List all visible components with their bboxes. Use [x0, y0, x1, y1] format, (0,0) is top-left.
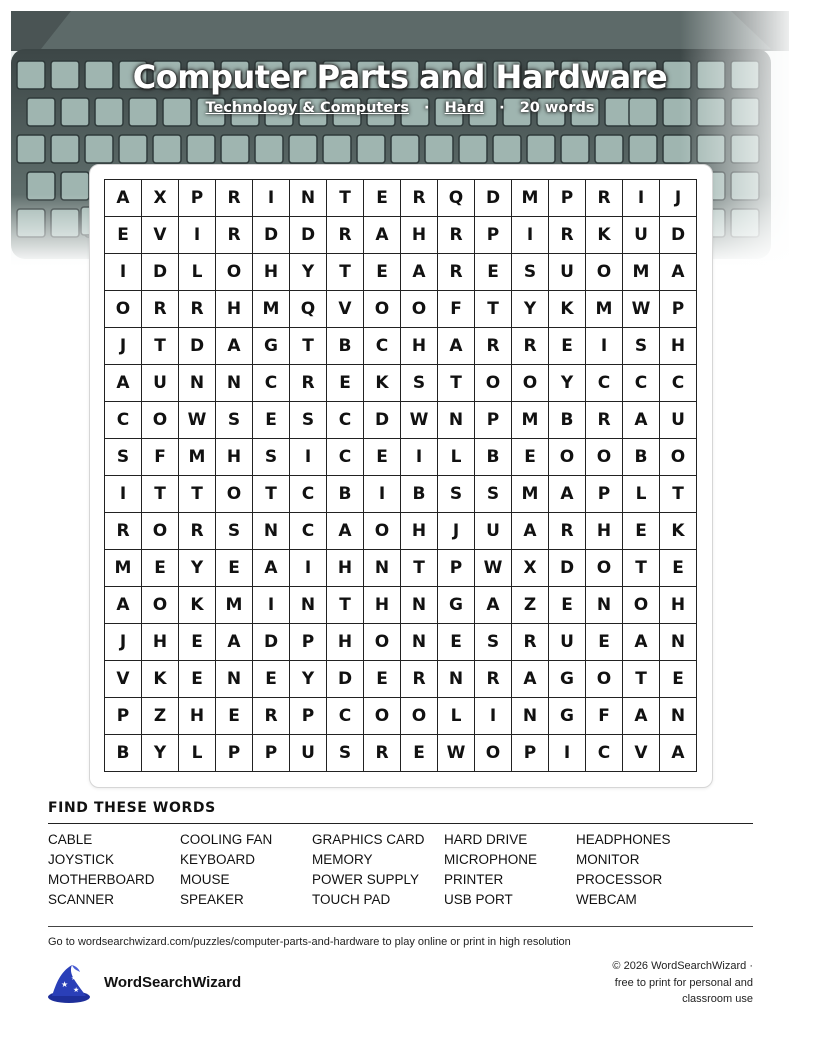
grid-cell[interactable]: O: [216, 476, 253, 513]
grid-cell[interactable]: R: [475, 661, 512, 698]
grid-cell[interactable]: N: [660, 624, 697, 661]
word-list: [48, 832, 753, 908]
grid-cell[interactable]: R: [401, 661, 438, 698]
grid-cell[interactable]: U: [549, 624, 586, 661]
divider: [48, 926, 753, 927]
grid-cell[interactable]: P: [179, 180, 216, 217]
category-link[interactable]: Technology & Computers: [205, 100, 409, 116]
grid-cell[interactable]: B: [401, 476, 438, 513]
grid-cell[interactable]: I: [105, 476, 142, 513]
grid-cell[interactable]: Q: [290, 291, 327, 328]
grid-cell[interactable]: J: [105, 328, 142, 365]
grid-cell[interactable]: H: [142, 624, 179, 661]
grid-cell[interactable]: A: [105, 365, 142, 402]
grid-cell[interactable]: H: [327, 550, 364, 587]
grid-cell[interactable]: O: [105, 291, 142, 328]
grid-cell[interactable]: E: [660, 550, 697, 587]
grid-cell[interactable]: A: [105, 587, 142, 624]
grid-cell[interactable]: P: [216, 735, 253, 772]
grid-cell[interactable]: A: [364, 217, 401, 254]
grid-cell[interactable]: U: [142, 365, 179, 402]
grid-cell[interactable]: A: [327, 513, 364, 550]
word-list-item: WEBCAM: [576, 892, 637, 907]
grid-cell[interactable]: O: [216, 254, 253, 291]
grid-cell[interactable]: X: [142, 180, 179, 217]
grid-cell[interactable]: T: [438, 365, 475, 402]
copyright-line: classroom use: [682, 993, 753, 1005]
copyright-line: © 2026 WordSearchWizard ·: [612, 960, 753, 972]
grid-cell[interactable]: T: [179, 476, 216, 513]
grid-cell[interactable]: I: [290, 439, 327, 476]
grid-cell[interactable]: S: [475, 476, 512, 513]
svg-text:★: ★: [71, 975, 77, 982]
grid-cell[interactable]: N: [401, 587, 438, 624]
word-list-item: MONITOR: [576, 852, 640, 867]
grid-cell[interactable]: C: [623, 365, 660, 402]
grid-cell[interactable]: D: [253, 624, 290, 661]
grid-cell[interactable]: S: [401, 365, 438, 402]
grid-cell[interactable]: T: [623, 661, 660, 698]
grid-cell[interactable]: A: [216, 624, 253, 661]
meta-separator: ·: [499, 100, 505, 116]
header: [0, 58, 800, 116]
grid-cell[interactable]: E: [438, 624, 475, 661]
grid-cell[interactable]: N: [253, 513, 290, 550]
grid-cell[interactable]: P: [512, 735, 549, 772]
grid-cell[interactable]: U: [660, 402, 697, 439]
grid-cell[interactable]: E: [253, 661, 290, 698]
grid-cell[interactable]: W: [623, 291, 660, 328]
grid-cell[interactable]: W: [179, 402, 216, 439]
grid-cell[interactable]: D: [179, 328, 216, 365]
grid-cell[interactable]: I: [586, 328, 623, 365]
grid-cell[interactable]: E: [623, 513, 660, 550]
grid-cell[interactable]: D: [364, 402, 401, 439]
grid-cell[interactable]: H: [401, 328, 438, 365]
grid-cell[interactable]: I: [401, 439, 438, 476]
grid-cell[interactable]: R: [549, 217, 586, 254]
grid-cell[interactable]: E: [216, 550, 253, 587]
grid-cell[interactable]: C: [327, 439, 364, 476]
grid-cell[interactable]: Q: [438, 180, 475, 217]
grid-cell[interactable]: X: [512, 550, 549, 587]
copyright: [583, 958, 753, 1008]
grid-cell[interactable]: M: [179, 439, 216, 476]
grid-cell[interactable]: A: [549, 476, 586, 513]
grid-cell[interactable]: S: [216, 513, 253, 550]
grid-cell[interactable]: M: [512, 180, 549, 217]
grid-cell[interactable]: H: [401, 513, 438, 550]
grid-cell[interactable]: S: [438, 476, 475, 513]
grid-cell[interactable]: N: [438, 661, 475, 698]
grid-cell[interactable]: M: [512, 476, 549, 513]
grid-cell[interactable]: O: [586, 439, 623, 476]
grid-cell[interactable]: B: [327, 328, 364, 365]
grid-cell[interactable]: P: [290, 698, 327, 735]
grid-cell[interactable]: E: [179, 624, 216, 661]
grid-cell[interactable]: O: [586, 661, 623, 698]
puzzle-meta: [0, 100, 800, 116]
grid-cell[interactable]: L: [179, 735, 216, 772]
grid-cell[interactable]: R: [586, 180, 623, 217]
grid-cell[interactable]: M: [253, 291, 290, 328]
word-list-item: HEADPHONES: [576, 832, 671, 847]
grid-cell[interactable]: I: [475, 698, 512, 735]
grid-cell[interactable]: O: [142, 402, 179, 439]
grid-cell[interactable]: P: [660, 291, 697, 328]
grid-cell[interactable]: R: [216, 180, 253, 217]
grid-cell[interactable]: G: [253, 328, 290, 365]
grid-cell[interactable]: E: [253, 402, 290, 439]
grid-cell[interactable]: N: [290, 587, 327, 624]
word-list-item: MEMORY: [312, 852, 373, 867]
grid-cell[interactable]: G: [549, 661, 586, 698]
word-list-item: KEYBOARD: [180, 852, 256, 867]
grid-cell[interactable]: O: [364, 624, 401, 661]
grid-cell[interactable]: D: [142, 254, 179, 291]
grid-cell[interactable]: E: [475, 254, 512, 291]
grid-cell[interactable]: V: [327, 291, 364, 328]
grid-cell[interactable]: C: [586, 735, 623, 772]
word-list-item: MOTHERBOARD: [48, 872, 155, 887]
grid-cell[interactable]: H: [327, 624, 364, 661]
grid-cell[interactable]: S: [105, 439, 142, 476]
grid-cell[interactable]: O: [586, 254, 623, 291]
grid-cell[interactable]: O: [475, 735, 512, 772]
grid-cell[interactable]: N: [179, 365, 216, 402]
grid-cell[interactable]: R: [401, 180, 438, 217]
brand-name[interactable]: WordSearchWizard: [104, 974, 242, 991]
grid-cell[interactable]: A: [216, 328, 253, 365]
grid-cell[interactable]: N: [660, 698, 697, 735]
grid-cell[interactable]: C: [364, 328, 401, 365]
grid-cell[interactable]: B: [549, 402, 586, 439]
grid-cell[interactable]: F: [142, 439, 179, 476]
grid-cell[interactable]: Y: [512, 291, 549, 328]
grid-cell[interactable]: R: [475, 328, 512, 365]
grid-cell[interactable]: C: [660, 365, 697, 402]
grid-cell[interactable]: V: [623, 735, 660, 772]
grid-cell[interactable]: N: [438, 402, 475, 439]
word-list-item: CABLE: [48, 832, 93, 847]
grid-cell[interactable]: W: [401, 402, 438, 439]
grid-cell[interactable]: H: [364, 587, 401, 624]
grid-cell[interactable]: O: [660, 439, 697, 476]
grid-cell[interactable]: C: [327, 402, 364, 439]
grid-cell[interactable]: P: [438, 550, 475, 587]
grid-cell[interactable]: S: [623, 328, 660, 365]
grid-cell[interactable]: T: [327, 587, 364, 624]
grid-cell[interactable]: K: [142, 661, 179, 698]
grid-cell[interactable]: O: [623, 587, 660, 624]
grid-cell[interactable]: D: [475, 180, 512, 217]
grid-cell[interactable]: R: [364, 735, 401, 772]
grid-cell[interactable]: G: [549, 698, 586, 735]
grid-cell[interactable]: O: [401, 698, 438, 735]
grid-cell[interactable]: L: [438, 698, 475, 735]
word-list-item: TOUCH PAD: [312, 892, 391, 907]
grid-cell[interactable]: E: [364, 180, 401, 217]
page-title: Computer Parts and Hardware: [132, 58, 668, 96]
svg-text:★: ★: [73, 986, 80, 994]
grid-cell[interactable]: I: [253, 587, 290, 624]
grid-cell[interactable]: Y: [142, 735, 179, 772]
grid-cell[interactable]: E: [549, 328, 586, 365]
play-online-text[interactable]: Go to wordsearchwizard.com/puzzles/computer-parts-and-hardware to play online or print in high resolution: [48, 936, 571, 948]
grid-cell[interactable]: O: [142, 587, 179, 624]
grid-cell[interactable]: U: [290, 735, 327, 772]
grid-cell[interactable]: A: [253, 550, 290, 587]
grid-cell[interactable]: Z: [142, 698, 179, 735]
grid-cell[interactable]: T: [475, 291, 512, 328]
grid-cell[interactable]: R: [586, 402, 623, 439]
grid-cell[interactable]: C: [290, 476, 327, 513]
grid-cell[interactable]: K: [364, 365, 401, 402]
grid-cell[interactable]: R: [512, 624, 549, 661]
grid-cell[interactable]: B: [475, 439, 512, 476]
grid-cell[interactable]: B: [105, 735, 142, 772]
grid-cell[interactable]: H: [660, 587, 697, 624]
grid-cell[interactable]: K: [179, 587, 216, 624]
grid-cell[interactable]: I: [290, 550, 327, 587]
grid-cell[interactable]: G: [438, 587, 475, 624]
grid-cell[interactable]: V: [105, 661, 142, 698]
grid-cell[interactable]: C: [290, 513, 327, 550]
meta-separator: ·: [424, 100, 430, 116]
grid-cell[interactable]: Y: [549, 365, 586, 402]
grid-cell[interactable]: H: [401, 217, 438, 254]
grid-cell[interactable]: Y: [290, 661, 327, 698]
grid-cell[interactable]: K: [660, 513, 697, 550]
grid-cell[interactable]: S: [475, 624, 512, 661]
grid-cell[interactable]: S: [253, 439, 290, 476]
grid-cell[interactable]: T: [142, 476, 179, 513]
grid-cell[interactable]: U: [475, 513, 512, 550]
grid-cell[interactable]: S: [216, 402, 253, 439]
grid-cell[interactable]: A: [475, 587, 512, 624]
grid-cell[interactable]: R: [438, 254, 475, 291]
grid-cell[interactable]: B: [327, 476, 364, 513]
grid-cell[interactable]: O: [364, 513, 401, 550]
grid-cell[interactable]: O: [364, 698, 401, 735]
grid-cell[interactable]: I: [179, 217, 216, 254]
grid-cell[interactable]: I: [364, 476, 401, 513]
grid-cell[interactable]: E: [179, 661, 216, 698]
grid-cell[interactable]: M: [623, 254, 660, 291]
grid-cell[interactable]: E: [512, 439, 549, 476]
grid-cell[interactable]: N: [364, 550, 401, 587]
grid-cell[interactable]: P: [475, 402, 512, 439]
grid-cell[interactable]: D: [327, 661, 364, 698]
grid-cell[interactable]: A: [401, 254, 438, 291]
grid-cell[interactable]: E: [105, 217, 142, 254]
grid-cell[interactable]: D: [253, 217, 290, 254]
grid-cell[interactable]: C: [327, 698, 364, 735]
grid-cell[interactable]: T: [290, 328, 327, 365]
grid-cell[interactable]: O: [586, 550, 623, 587]
grid-cell[interactable]: C: [105, 402, 142, 439]
svg-text:★: ★: [61, 980, 69, 989]
grid-cell[interactable]: T: [327, 180, 364, 217]
grid-cell[interactable]: J: [105, 624, 142, 661]
grid-cell[interactable]: S: [290, 402, 327, 439]
word-count: 20 words: [519, 100, 595, 116]
grid-cell[interactable]: A: [660, 735, 697, 772]
grid-cell[interactable]: O: [549, 439, 586, 476]
grid-cell[interactable]: F: [438, 291, 475, 328]
word-list-heading: FIND THESE WORDS: [48, 800, 216, 816]
grid-cell[interactable]: N: [401, 624, 438, 661]
grid-cell[interactable]: R: [290, 365, 327, 402]
grid-cell[interactable]: A: [623, 624, 660, 661]
grid-cell[interactable]: E: [364, 254, 401, 291]
grid-cell[interactable]: O: [512, 365, 549, 402]
grid-cell[interactable]: E: [364, 661, 401, 698]
word-list-item: USB PORT: [444, 892, 513, 907]
grid-cell[interactable]: E: [401, 735, 438, 772]
grid-cell[interactable]: J: [660, 180, 697, 217]
grid-cell[interactable]: F: [586, 698, 623, 735]
grid-cell[interactable]: H: [216, 291, 253, 328]
grid-cell[interactable]: M: [216, 587, 253, 624]
grid-cell[interactable]: U: [623, 217, 660, 254]
grid-cell[interactable]: A: [512, 513, 549, 550]
grid-cell[interactable]: Y: [290, 254, 327, 291]
grid-cell[interactable]: M: [586, 291, 623, 328]
grid-cell[interactable]: A: [623, 698, 660, 735]
grid-cell[interactable]: T: [401, 550, 438, 587]
grid-cell[interactable]: D: [660, 217, 697, 254]
grid-cell[interactable]: P: [475, 217, 512, 254]
grid-cell[interactable]: P: [253, 735, 290, 772]
word-list-item: JOYSTICK: [48, 852, 115, 867]
word-list-item: POWER SUPPLY: [312, 872, 420, 887]
grid-cell[interactable]: A: [660, 254, 697, 291]
letter-grid: [104, 179, 697, 772]
grid-cell[interactable]: J: [438, 513, 475, 550]
grid-cell[interactable]: H: [660, 328, 697, 365]
grid-cell[interactable]: N: [290, 180, 327, 217]
grid-cell[interactable]: I: [549, 735, 586, 772]
grid-cell[interactable]: H: [216, 439, 253, 476]
grid-cell[interactable]: P: [290, 624, 327, 661]
grid-cell[interactable]: R: [142, 291, 179, 328]
word-list-item: SPEAKER: [180, 892, 244, 907]
grid-cell[interactable]: M: [105, 550, 142, 587]
grid-cell[interactable]: W: [475, 550, 512, 587]
grid-cell[interactable]: E: [327, 365, 364, 402]
grid-cell[interactable]: R: [216, 217, 253, 254]
grid-cell[interactable]: L: [623, 476, 660, 513]
grid-cell[interactable]: T: [253, 476, 290, 513]
grid-cell[interactable]: I: [623, 180, 660, 217]
grid-cell[interactable]: A: [623, 402, 660, 439]
grid-cell[interactable]: E: [142, 550, 179, 587]
grid-cell[interactable]: R: [327, 217, 364, 254]
grid-cell[interactable]: P: [586, 476, 623, 513]
grid-cell[interactable]: H: [253, 254, 290, 291]
grid-cell[interactable]: N: [216, 365, 253, 402]
grid-cell[interactable]: I: [253, 180, 290, 217]
grid-cell[interactable]: K: [549, 291, 586, 328]
grid-cell[interactable]: K: [586, 217, 623, 254]
grid-cell[interactable]: N: [512, 698, 549, 735]
grid-cell[interactable]: N: [216, 661, 253, 698]
grid-cell[interactable]: Z: [512, 587, 549, 624]
grid-cell[interactable]: S: [512, 254, 549, 291]
grid-cell[interactable]: H: [179, 698, 216, 735]
word-list-item: MOUSE: [180, 872, 230, 887]
grid-cell[interactable]: O: [401, 291, 438, 328]
word-list-item: COOLING FAN: [180, 832, 273, 847]
difficulty-link[interactable]: Hard: [444, 100, 485, 116]
grid-cell[interactable]: A: [105, 180, 142, 217]
grid-cell[interactable]: T: [327, 254, 364, 291]
grid-cell[interactable]: O: [142, 513, 179, 550]
word-list-item: PRINTER: [444, 872, 504, 887]
grid-cell[interactable]: C: [586, 365, 623, 402]
grid-cell[interactable]: Y: [179, 550, 216, 587]
word-list-item: MICROPHONE: [444, 852, 538, 867]
grid-cell[interactable]: D: [549, 550, 586, 587]
grid-cell[interactable]: S: [327, 735, 364, 772]
grid-cell[interactable]: E: [549, 587, 586, 624]
grid-cell[interactable]: O: [475, 365, 512, 402]
grid-cell[interactable]: R: [179, 291, 216, 328]
grid-cell[interactable]: T: [660, 476, 697, 513]
grid-cell[interactable]: E: [364, 439, 401, 476]
grid-cell[interactable]: R: [105, 513, 142, 550]
grid-cell[interactable]: I: [105, 254, 142, 291]
grid-cell[interactable]: O: [364, 291, 401, 328]
word-list-item: SCANNER: [48, 892, 115, 907]
grid-cell[interactable]: H: [586, 513, 623, 550]
grid-cell[interactable]: L: [179, 254, 216, 291]
grid-cell[interactable]: N: [586, 587, 623, 624]
grid-cell[interactable]: M: [512, 402, 549, 439]
grid-cell[interactable]: L: [438, 439, 475, 476]
grid-cell[interactable]: I: [512, 217, 549, 254]
grid-cell[interactable]: W: [438, 735, 475, 772]
grid-cell[interactable]: E: [660, 661, 697, 698]
grid-cell[interactable]: P: [549, 180, 586, 217]
grid-cell[interactable]: V: [142, 217, 179, 254]
divider: [48, 823, 753, 824]
wizard-hat-icon: [46, 962, 92, 1004]
word-list-item: HARD DRIVE: [444, 832, 528, 847]
grid-cell[interactable]: R: [253, 698, 290, 735]
word-list-item: PROCESSOR: [576, 872, 663, 887]
grid-cell[interactable]: E: [586, 624, 623, 661]
word-list-item: GRAPHICS CARD: [312, 832, 425, 847]
grid-cell[interactable]: D: [290, 217, 327, 254]
grid-cell[interactable]: B: [623, 439, 660, 476]
copyright-line: free to print for personal and: [614, 976, 753, 989]
grid-cell[interactable]: P: [105, 698, 142, 735]
grid-cell[interactable]: T: [142, 328, 179, 365]
grid-cell[interactable]: E: [216, 698, 253, 735]
grid-cell[interactable]: R: [438, 217, 475, 254]
grid-cell[interactable]: T: [623, 550, 660, 587]
grid-cell[interactable]: R: [549, 513, 586, 550]
grid-cell[interactable]: R: [512, 328, 549, 365]
grid-cell[interactable]: A: [512, 661, 549, 698]
grid-cell[interactable]: U: [549, 254, 586, 291]
grid-cell[interactable]: C: [253, 365, 290, 402]
grid-cell[interactable]: A: [438, 328, 475, 365]
grid-cell[interactable]: R: [179, 513, 216, 550]
